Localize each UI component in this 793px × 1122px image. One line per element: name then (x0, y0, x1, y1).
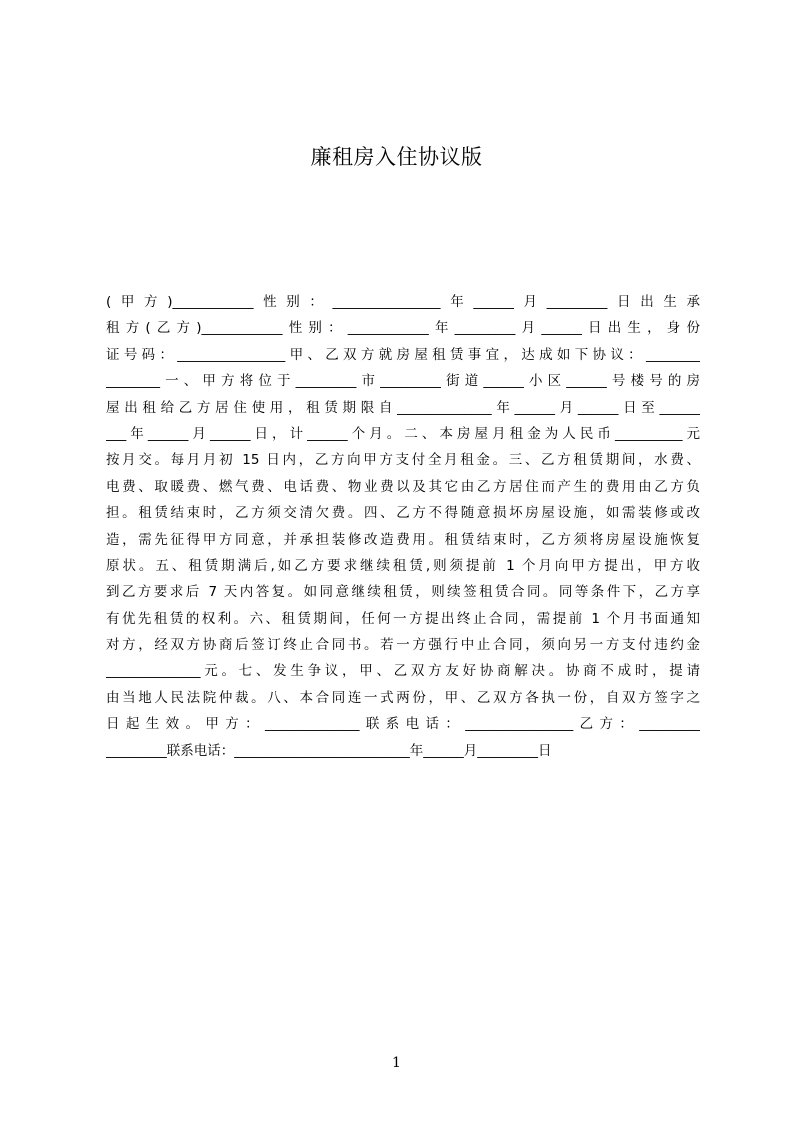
body-line: (甲方)____________性别：________________年______月_________日出生承 (106, 294, 700, 310)
body-line: 对方，经双方协商后签订终止合同书。若一方强行中止合同，须向另一方支付违约金 (106, 637, 700, 654)
body-line: 原状。五、租赁期满后,如乙方要求继续租赁,则须提前 1 个月向甲方提出，甲方收 (106, 557, 700, 574)
document-title: 廉租房入住协议版 (310, 145, 483, 169)
agreement-body (106, 289, 700, 764)
body-line: 屋出租给乙方居住使用，租赁期限自______________年______月______日至______ (106, 399, 700, 416)
body-line: 由当地人民法院仲裁。八、本合同连一式两份，甲、乙双方各执一份，自双方签字之 (106, 689, 700, 706)
body-line: 造，需先征得甲方同意，并承担装修改造费用。租赁结束时，乙方须将房屋设施恢复 (106, 531, 700, 548)
body-line: 租方(乙方)____________性别：____________年_________月______日出生，身份 (106, 320, 700, 337)
body-line: ______________元。七、发生争议，甲、乙双方友好协商解决。协商不成时，提请 (106, 663, 700, 680)
page-number: 1 (392, 1055, 401, 1071)
body-line: ________一、甲方将位于_________市_________街道______小区______号楼号的房 (106, 373, 700, 390)
body-line: ___年______月______日，计______个月。二、本房屋月租金为人民币__________元 (106, 425, 700, 442)
body-line: 到乙方要求后 7 天内答复。如同意继续租赁，则续签租赁合同。同等条件下，乙方享 (106, 584, 700, 601)
body-line: 担。租赁结束时，乙方须交清欠费。四、乙方不得随意损坏房屋设施，如需装修或改 (106, 505, 700, 522)
body-line: 按月交。每月月初 15 日内，乙方向甲方支付全月租金。三、乙方租赁期间，水费、 (106, 452, 700, 469)
body-line: 日起生效。甲方：______________联系电话：________________乙方：_________ (106, 716, 700, 733)
body-line: 电费、取暖费、燃气费、电话费、物业费以及其它由乙方居住而产生的费用由乙方负 (106, 478, 700, 495)
body-line: 证号码：________________甲、乙双方就房屋租赁事宜，达成如下协议：________ (106, 346, 700, 363)
body-line: _________联系电话：__________________________年______月_________日 (106, 742, 552, 759)
body-line: 有优先租赁的权利。六、租赁期间，任何一方提出终止合同，需提前 1 个月书面通知 (106, 610, 700, 627)
